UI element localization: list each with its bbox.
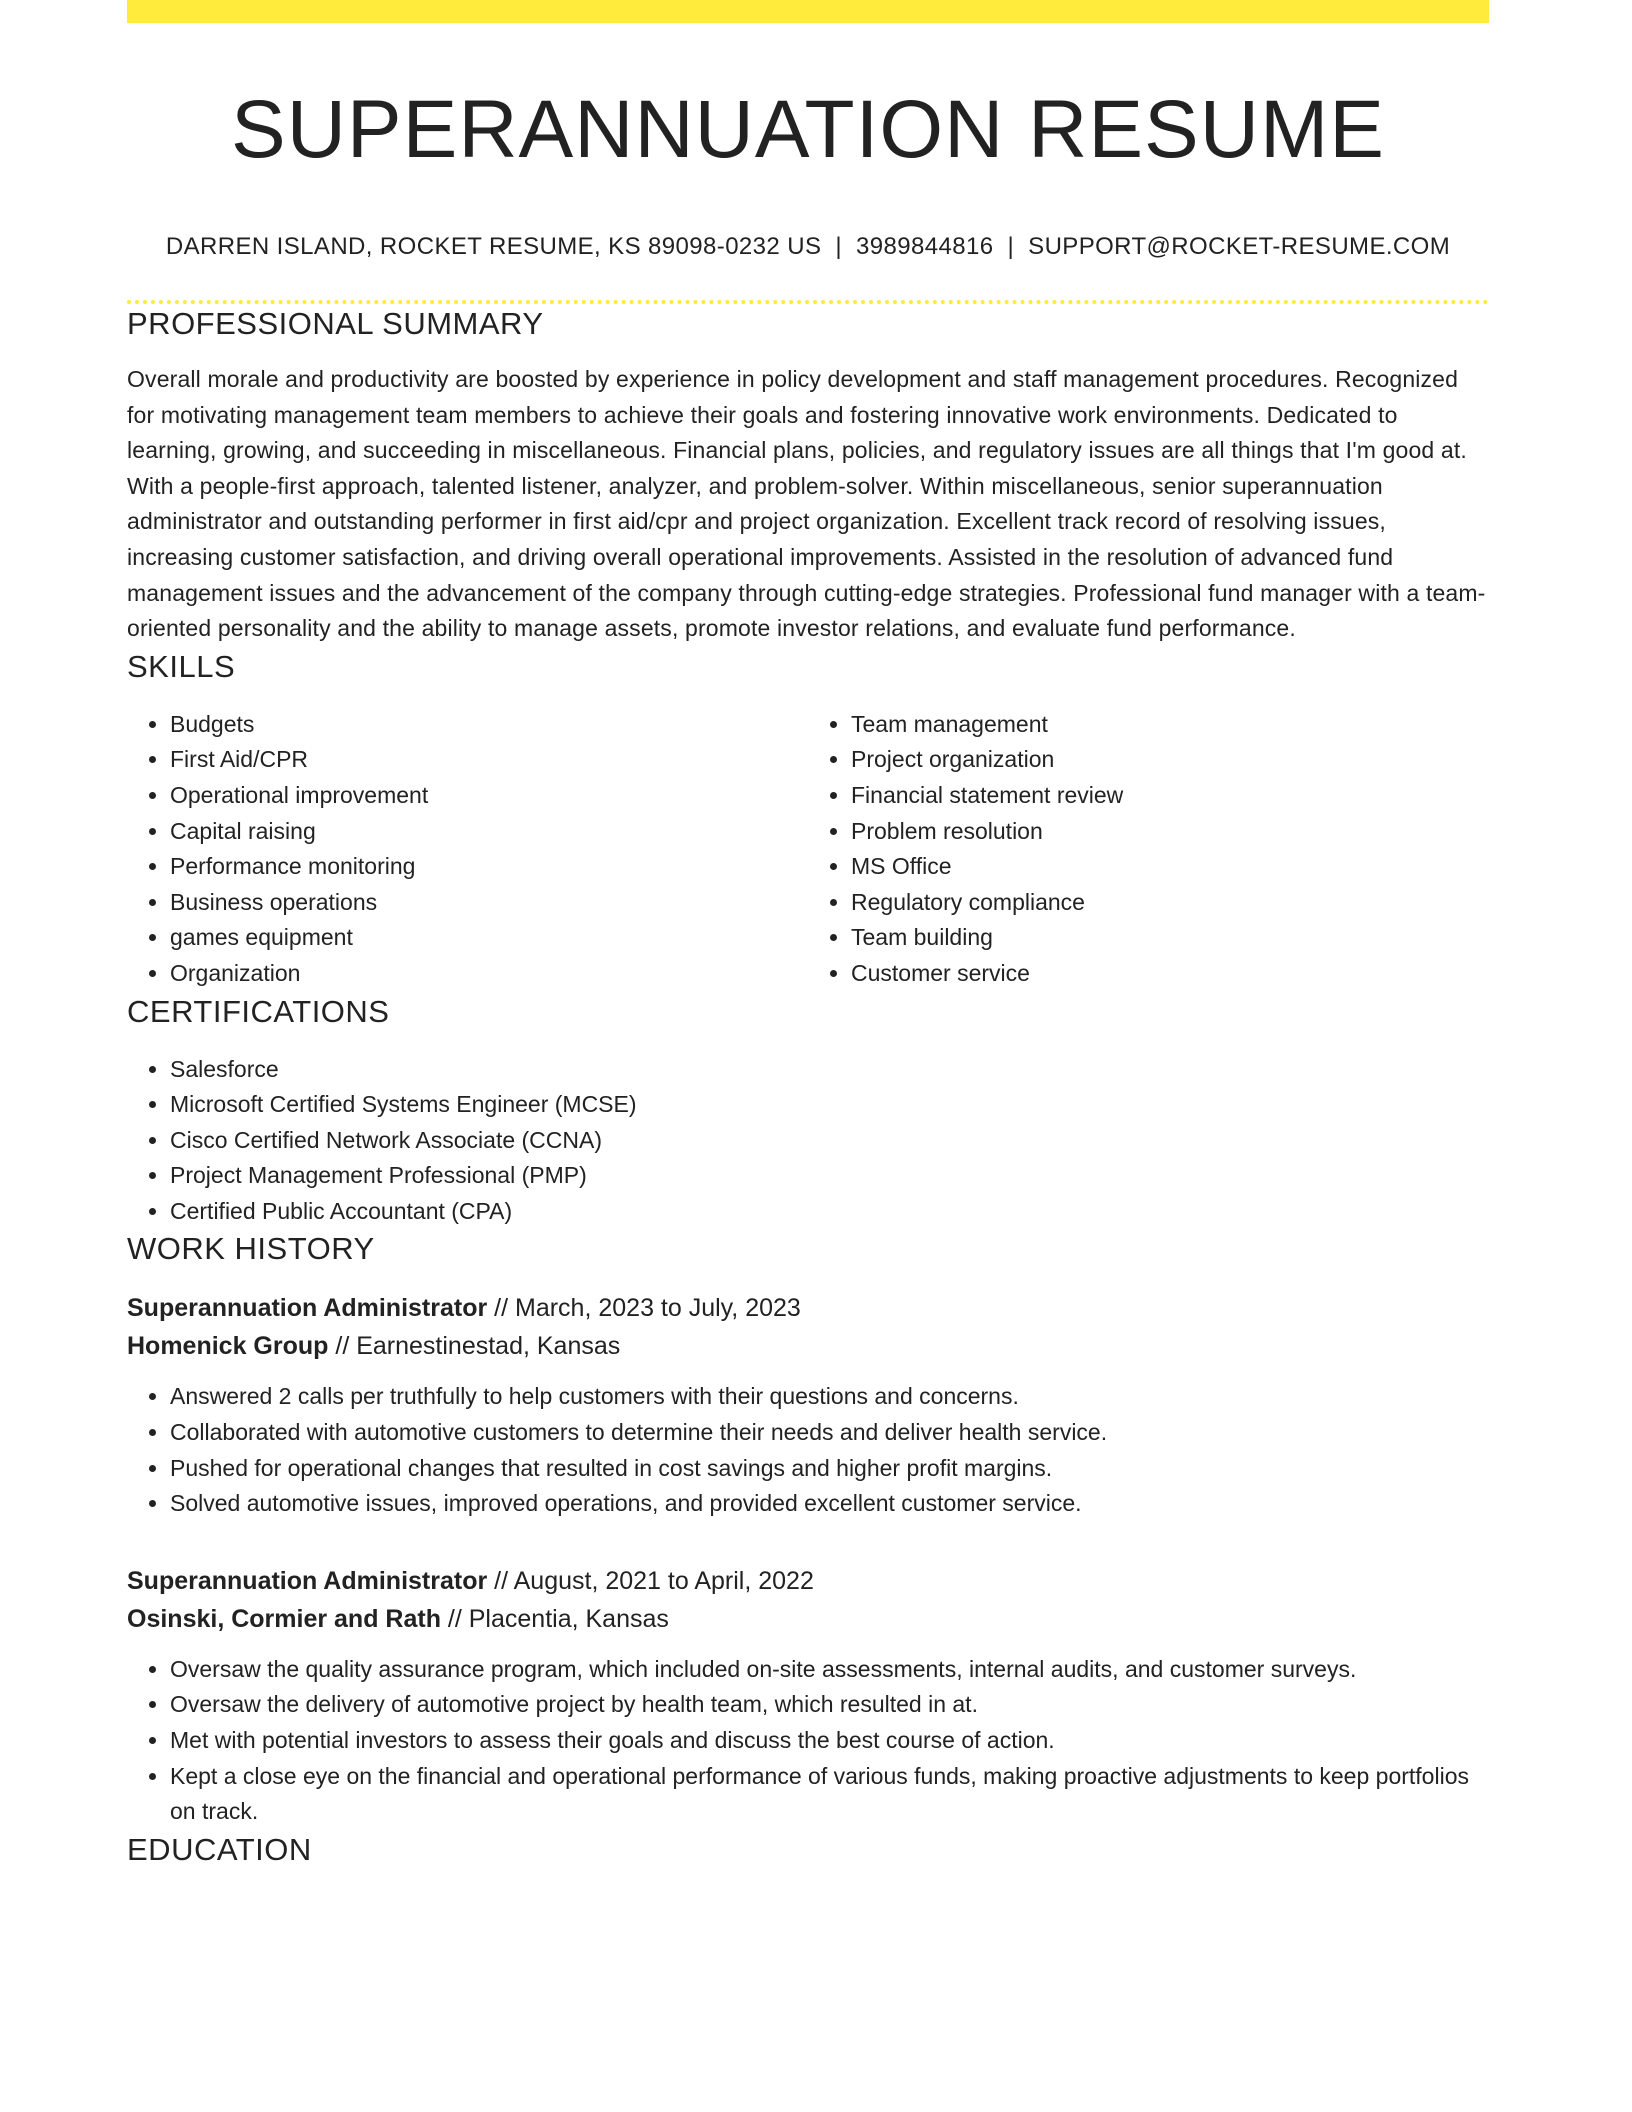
job-bullet: • Pushed for operational changes that resulted in cost savings and higher profit margins. [170, 1451, 1489, 1487]
job-dates: // August, 2021 to April, 2022 [487, 1566, 814, 1595]
resume-title: SUPERANNUATION RESUME [231, 84, 1385, 175]
job-location: // Placentia, Kansas [440, 1604, 669, 1633]
job-company-line [127, 1600, 1489, 1638]
skill-item: • First Aid/CPR [170, 742, 808, 778]
skill-item: • Team management [851, 707, 1489, 743]
job-company-line [127, 1327, 1489, 1365]
job-dates: // March, 2023 to July, 2023 [487, 1294, 801, 1323]
skill-item: • Organization [170, 956, 808, 992]
job-company: Homenick Group [127, 1332, 329, 1361]
job-bullet: • Oversaw the quality assurance program, which included on-site assessments, internal audits, and customer surveys. [170, 1652, 1489, 1688]
job-bullets [127, 1379, 1489, 1521]
job-role: Superannuation Administrator [127, 1294, 488, 1323]
summary-text: Overall morale and productivity are boosted by experience in policy development and staff management procedures. Recognized for motivating management team members to achieve their goals and fostering innovative work environments. Dedicated to learning, growing, and succeeding in miscellaneous. Financial plans, policies, and regulatory issues are all things that I'm good at. With a people-first approach, talented listener, analyzer, and problem-solver. Within miscellaneous, senior superannuation administrator and outstanding performer in first aid/cpr and project organization. Excellent track record of resolving issues, increasing customer satisfaction, and driving overall operational improvements. Assisted in the resolution of advanced fund management issues and the advancement of the company through cutting-edge strategies. Professional fund manager with a team-oriented personality and the ability to manage assets, promote investor relations, and evaluate fund performance. [127, 366, 1486, 642]
skill-item: • Team building [851, 920, 1489, 956]
education-heading: EDUCATION [127, 1831, 312, 1867]
skills-list-right [808, 707, 1489, 992]
job-bullet: • Oversaw the delivery of automotive project by health team, which resulted in at. [170, 1687, 1489, 1723]
contact-separator: | [835, 233, 843, 260]
contact-email[interactable]: SUPPORT@ROCKET-RESUME.COM [1028, 233, 1451, 260]
job-company: Osinski, Cormier and Rath [127, 1604, 441, 1633]
job-role-line [127, 1289, 1489, 1327]
skills-list-left [127, 707, 808, 992]
job-entry [127, 1562, 1489, 1830]
job-bullet: • Answered 2 calls per truthfully to help customers with their questions and concerns. [170, 1379, 1489, 1415]
skill-item: • Capital raising [170, 814, 808, 850]
skill-item: • Performance monitoring [170, 849, 808, 885]
resume-content [127, 0, 1489, 1870]
skill-item: • Problem resolution [851, 814, 1489, 850]
skill-item: • Customer service [851, 956, 1489, 992]
skill-item: • Budgets [170, 707, 808, 743]
skill-item: • Operational improvement [170, 778, 808, 814]
contact-address: DARREN ISLAND, ROCKET RESUME, KS 89098-0232 US [165, 233, 822, 260]
skill-item: • Business operations [170, 885, 808, 921]
certification-item: • Project Management Professional (PMP) [170, 1158, 1489, 1194]
job-bullets [127, 1652, 1489, 1830]
skill-item: • Regulatory compliance [851, 885, 1489, 921]
contact-line [127, 232, 1489, 262]
job-entry [127, 1289, 1489, 1521]
skill-item: • Project organization [851, 742, 1489, 778]
summary-heading: PROFESSIONAL SUMMARY [127, 306, 544, 341]
skill-item: • MS Office [851, 849, 1489, 885]
contact-phone: 3989844816 [856, 233, 994, 260]
job-bullet: • Collaborated with automotive customers to determine their needs and deliver health service. [170, 1415, 1489, 1451]
job-location: // Earnestinestad, Kansas [328, 1332, 621, 1361]
certifications-heading: CERTIFICATIONS [127, 993, 390, 1029]
job-bullet: • Solved automotive issues, improved operations, and provided excellent customer service. [170, 1486, 1489, 1522]
certification-item: • Certified Public Accountant (CPA) [170, 1194, 1489, 1230]
skills-heading: SKILLS [127, 648, 236, 684]
job-bullet: • Kept a close eye on the financial and operational performance of various funds, making proactive adjustments to keep portfolios on track. [170, 1759, 1489, 1830]
job-bullet: • Met with potential investors to assess their goals and discuss the best course of action. [170, 1723, 1489, 1759]
work-history-heading: WORK HISTORY [127, 1231, 375, 1267]
skill-item: • games equipment [170, 920, 808, 956]
skill-item: • Financial statement review [851, 778, 1489, 814]
skills-grid [127, 707, 1489, 992]
certification-item: • Microsoft Certified Systems Engineer (MCSE) [170, 1087, 1489, 1123]
job-role-line [127, 1562, 1489, 1600]
certifications-list [127, 1052, 1489, 1230]
job-role: Superannuation Administrator [127, 1566, 488, 1595]
certification-item: • Cisco Certified Network Associate (CCNA) [170, 1123, 1489, 1159]
contact-separator: | [1007, 233, 1015, 260]
certification-item: • Salesforce [170, 1052, 1489, 1088]
